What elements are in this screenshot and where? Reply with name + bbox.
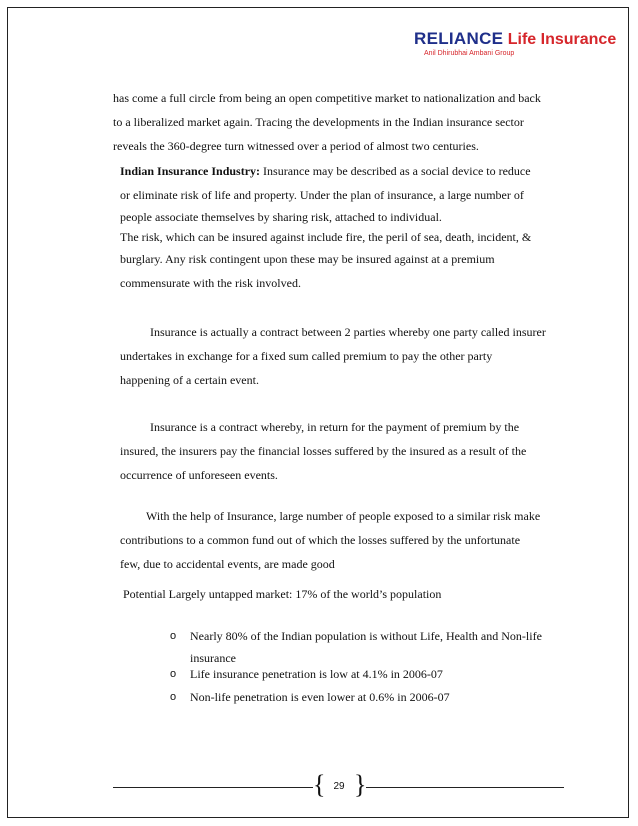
text-line: occurrence of unforeseen events. xyxy=(120,468,278,482)
text-line: The risk, which can be insured against include fire, the peril of sea, death, incident, & xyxy=(120,230,532,244)
contract-paragraph-1 xyxy=(120,320,564,392)
section-heading: Indian Insurance Industry: xyxy=(120,164,261,178)
text-line: Insurance is actually a contract between 2 parties whereby one party called insurer xyxy=(150,325,546,339)
bullet-icon: o xyxy=(170,691,177,703)
text-line: Nearly 80% of the Indian population is without Life, Health and Non-life xyxy=(190,629,542,643)
text-line: few, due to accidental events, are made good xyxy=(120,557,335,571)
list-item xyxy=(170,663,570,685)
text-line: has come a full circle from being an open competitive market to nationalization and back xyxy=(113,91,541,105)
text-line: With the help of Insurance, large number of people exposed to a similar risk make xyxy=(146,509,541,523)
text-line: to a liberalized market again. Tracing the developments in the Indian insurance sector xyxy=(113,115,524,129)
text-line: Life insurance penetration is low at 4.1% in 2006-07 xyxy=(190,667,443,681)
industry-section xyxy=(120,159,564,295)
footer-rule-left xyxy=(113,787,313,788)
page-number: 29 xyxy=(333,781,345,792)
contract-paragraph-2 xyxy=(120,415,564,487)
right-bracket-icon: } xyxy=(354,770,367,799)
potential-line xyxy=(123,582,563,606)
intro-paragraph xyxy=(113,86,563,158)
company-logo xyxy=(414,29,617,68)
logo-brand-text: RELIANCE xyxy=(414,29,504,48)
industry-first-line xyxy=(120,159,564,183)
logo-product-text: Life Insurance xyxy=(507,31,617,48)
text-span: Insurance may be described as a social device to reduce xyxy=(260,164,531,178)
text-line: burglary. Any risk contingent upon these may be insured against at a premium xyxy=(120,252,495,266)
text-line: insurance xyxy=(190,651,236,665)
text-line: reveals the 360-degree turn witnessed over a period of almost two centuries. xyxy=(113,139,479,153)
text-line: Potential Largely untapped market: 17% of the world’s population xyxy=(123,587,442,601)
text-line: contributions to a common fund out of which the losses suffered by the unfortunate xyxy=(120,533,521,547)
text-line: insured, the insurers pay the financial losses suffered by the insured as a result of the xyxy=(120,444,527,458)
text-line: or eliminate risk of life and property. Under the plan of insurance, a large number of xyxy=(120,188,524,202)
text-line: people associate themselves by sharing risk, attached to individual. xyxy=(120,210,442,224)
text-line: Insurance is a contract whereby, in return for the payment of premium by the xyxy=(150,420,520,434)
footer-rule-right xyxy=(366,787,564,788)
text-line: Non-life penetration is even lower at 0.6% in 2006-07 xyxy=(190,690,450,704)
help-paragraph xyxy=(120,504,564,576)
bullet-icon: o xyxy=(170,630,177,642)
text-line: undertakes in exchange for a fixed sum called premium to pay the other party xyxy=(120,349,493,363)
list-item xyxy=(170,686,570,708)
text-line: happening of a certain event. xyxy=(120,373,259,387)
bullet-icon: o xyxy=(170,668,177,680)
left-bracket-icon: { xyxy=(313,770,326,799)
logo-group-text: Anil Dhirubhai Ambani Group xyxy=(424,50,515,57)
text-line: commensurate with the risk involved. xyxy=(120,276,301,290)
